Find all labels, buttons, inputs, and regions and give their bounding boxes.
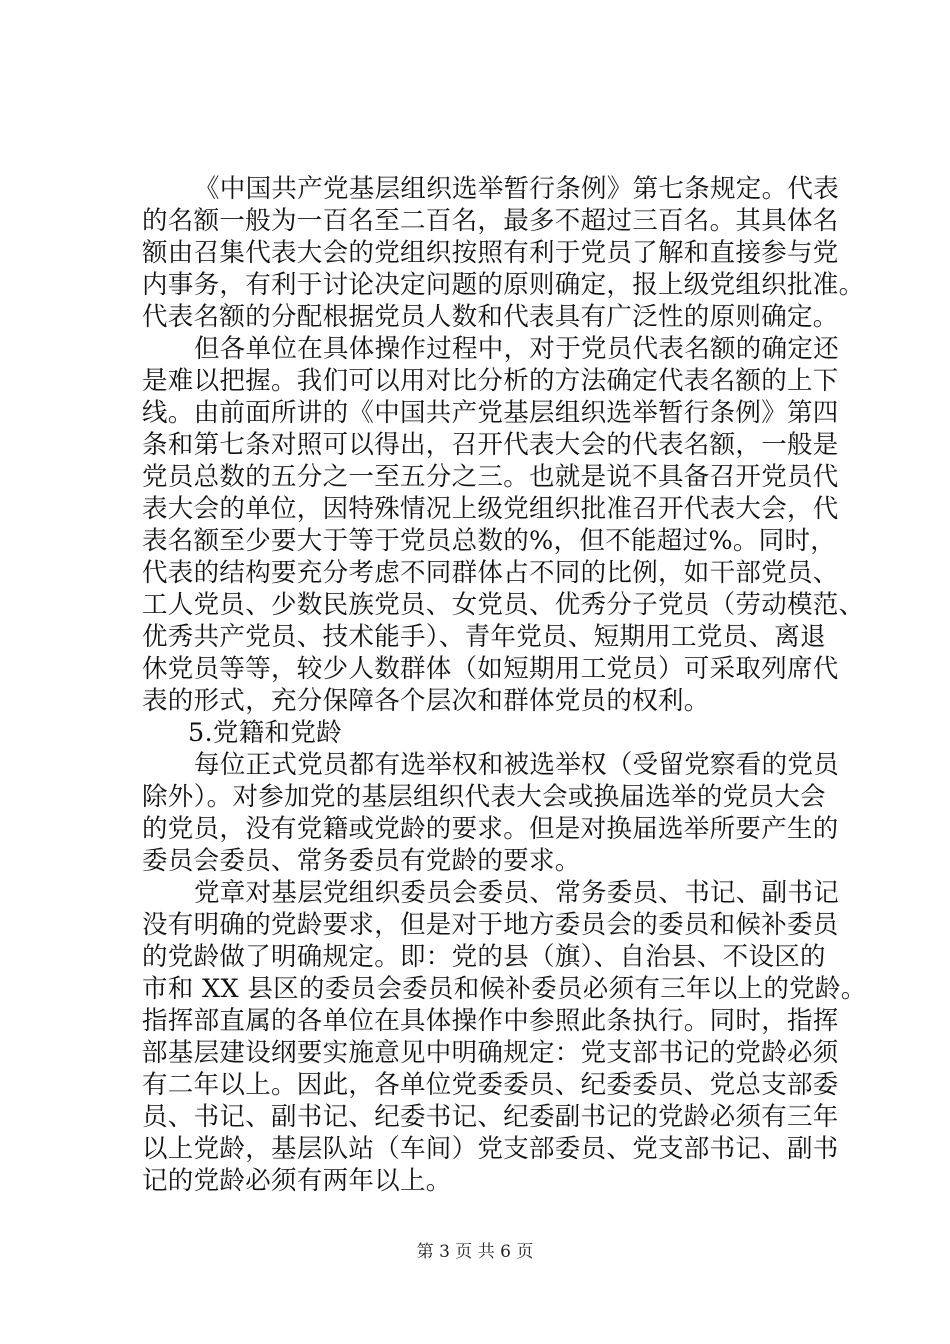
paragraph-line: 表的形式，充分保障各个层次和群体党员的权利。 bbox=[142, 686, 710, 716]
paragraph-line: 休党员等等，较少人数群体（如短期用工党员）可采取列席代 bbox=[142, 654, 839, 684]
paragraph-line: 有二年以上。因此，各单位党委委员、纪委委员、党总支部委 bbox=[142, 1070, 839, 1100]
paragraph-line: 除外）。对参加党的基层组织代表大会或换届选举的党员大会 bbox=[142, 782, 826, 812]
paragraph-line: 的党龄做了明确规定。即：党的县（旗）、自治县、不设区的 bbox=[142, 942, 826, 972]
paragraph-line: 《中国共产党基层组织选举暂行条例》第七条规定。代表 bbox=[194, 174, 840, 204]
paragraph-line: 的名额一般为一百名至二百名，最多不超过三百名。其具体名 bbox=[142, 206, 839, 236]
paragraph-line: 部基层建设纲要实施意见中明确规定：党支部书记的党龄必须 bbox=[142, 1038, 839, 1068]
document-body bbox=[142, 173, 867, 1197]
heading-line: 5.党籍和党龄 bbox=[188, 718, 342, 748]
paragraph-line: 代表名额的分配根据党员人数和代表具有广泛性的原则确定。 bbox=[142, 302, 839, 332]
paragraph-line: 内事务，有利于讨论决定问题的原则确定，报上级党组织批准。 bbox=[142, 270, 865, 300]
page-footer: 第 3 页 共 6 页 bbox=[416, 1242, 534, 1262]
paragraph-line: 以上党龄，基层队站（车间）党支部委员、党支部书记、副书 bbox=[142, 1134, 839, 1164]
paragraph-line: 没有明确的党龄要求，但是对于地方委员会的委员和候补委员 bbox=[142, 910, 839, 940]
paragraph-line: 额由召集代表大会的党组织按照有利于党员了解和直接参与党 bbox=[142, 238, 839, 268]
paragraph-line: 条和第七条对照可以得出，召开代表大会的代表名额，一般是 bbox=[142, 430, 839, 460]
paragraph-line: 党章对基层党组织委员会委员、常务委员、书记、副书记 bbox=[194, 878, 840, 908]
paragraph-line: 优秀共产党员、技术能手）、青年党员、短期用工党员、离退 bbox=[142, 622, 826, 652]
paragraph-line: 市和 XX 县区的委员会委员和候补委员必须有三年以上的党龄。 bbox=[142, 974, 867, 1004]
paragraph-line: 线。由前面所讲的《中国共产党基层组织选举暂行条例》第四 bbox=[142, 398, 839, 428]
paragraph bbox=[142, 173, 865, 333]
paragraph-line: 党员总数的五分之一至五分之三。也就是说不具备召开党员代 bbox=[142, 462, 839, 492]
paragraph bbox=[142, 877, 867, 1197]
paragraph-line: 表名额至少要大于等于党员总数的%，但不能超过%。同时， bbox=[142, 526, 837, 556]
paragraph-line: 每位正式党员都有选举权和被选举权（受留党察看的党员 bbox=[194, 750, 840, 780]
paragraph-line: 表大会的单位，因特殊情况上级党组织批准召开代表大会，代 bbox=[142, 494, 839, 524]
paragraph bbox=[142, 333, 865, 717]
paragraph-line: 代表的结构要充分考虑不同群体占不同的比例，如干部党员、 bbox=[142, 558, 839, 588]
paragraph-line: 工人党员、少数民族党员、女党员、优秀分子党员（劳动模范、 bbox=[142, 590, 865, 620]
paragraph-line: 委员会委员、常务委员有党龄的要求。 bbox=[142, 846, 581, 876]
paragraph-line: 的党员，没有党籍或党龄的要求。但是对换届选举所要产生的 bbox=[142, 814, 839, 844]
paragraph-line: 员、书记、副书记、纪委书记、纪委副书记的党龄必须有三年 bbox=[142, 1102, 839, 1132]
paragraph-line: 但各单位在具体操作过程中，对于党员代表名额的确定还 bbox=[194, 334, 840, 364]
paragraph-line: 记的党龄必须有两年以上。 bbox=[142, 1166, 452, 1196]
section-heading bbox=[142, 717, 814, 749]
paragraph-line: 指挥部直属的各单位在具体操作中参照此条执行。同时，指挥 bbox=[142, 1006, 839, 1036]
paragraph-line: 是难以把握。我们可以用对比分析的方法确定代表名额的上下 bbox=[142, 366, 839, 396]
paragraph bbox=[142, 749, 840, 877]
